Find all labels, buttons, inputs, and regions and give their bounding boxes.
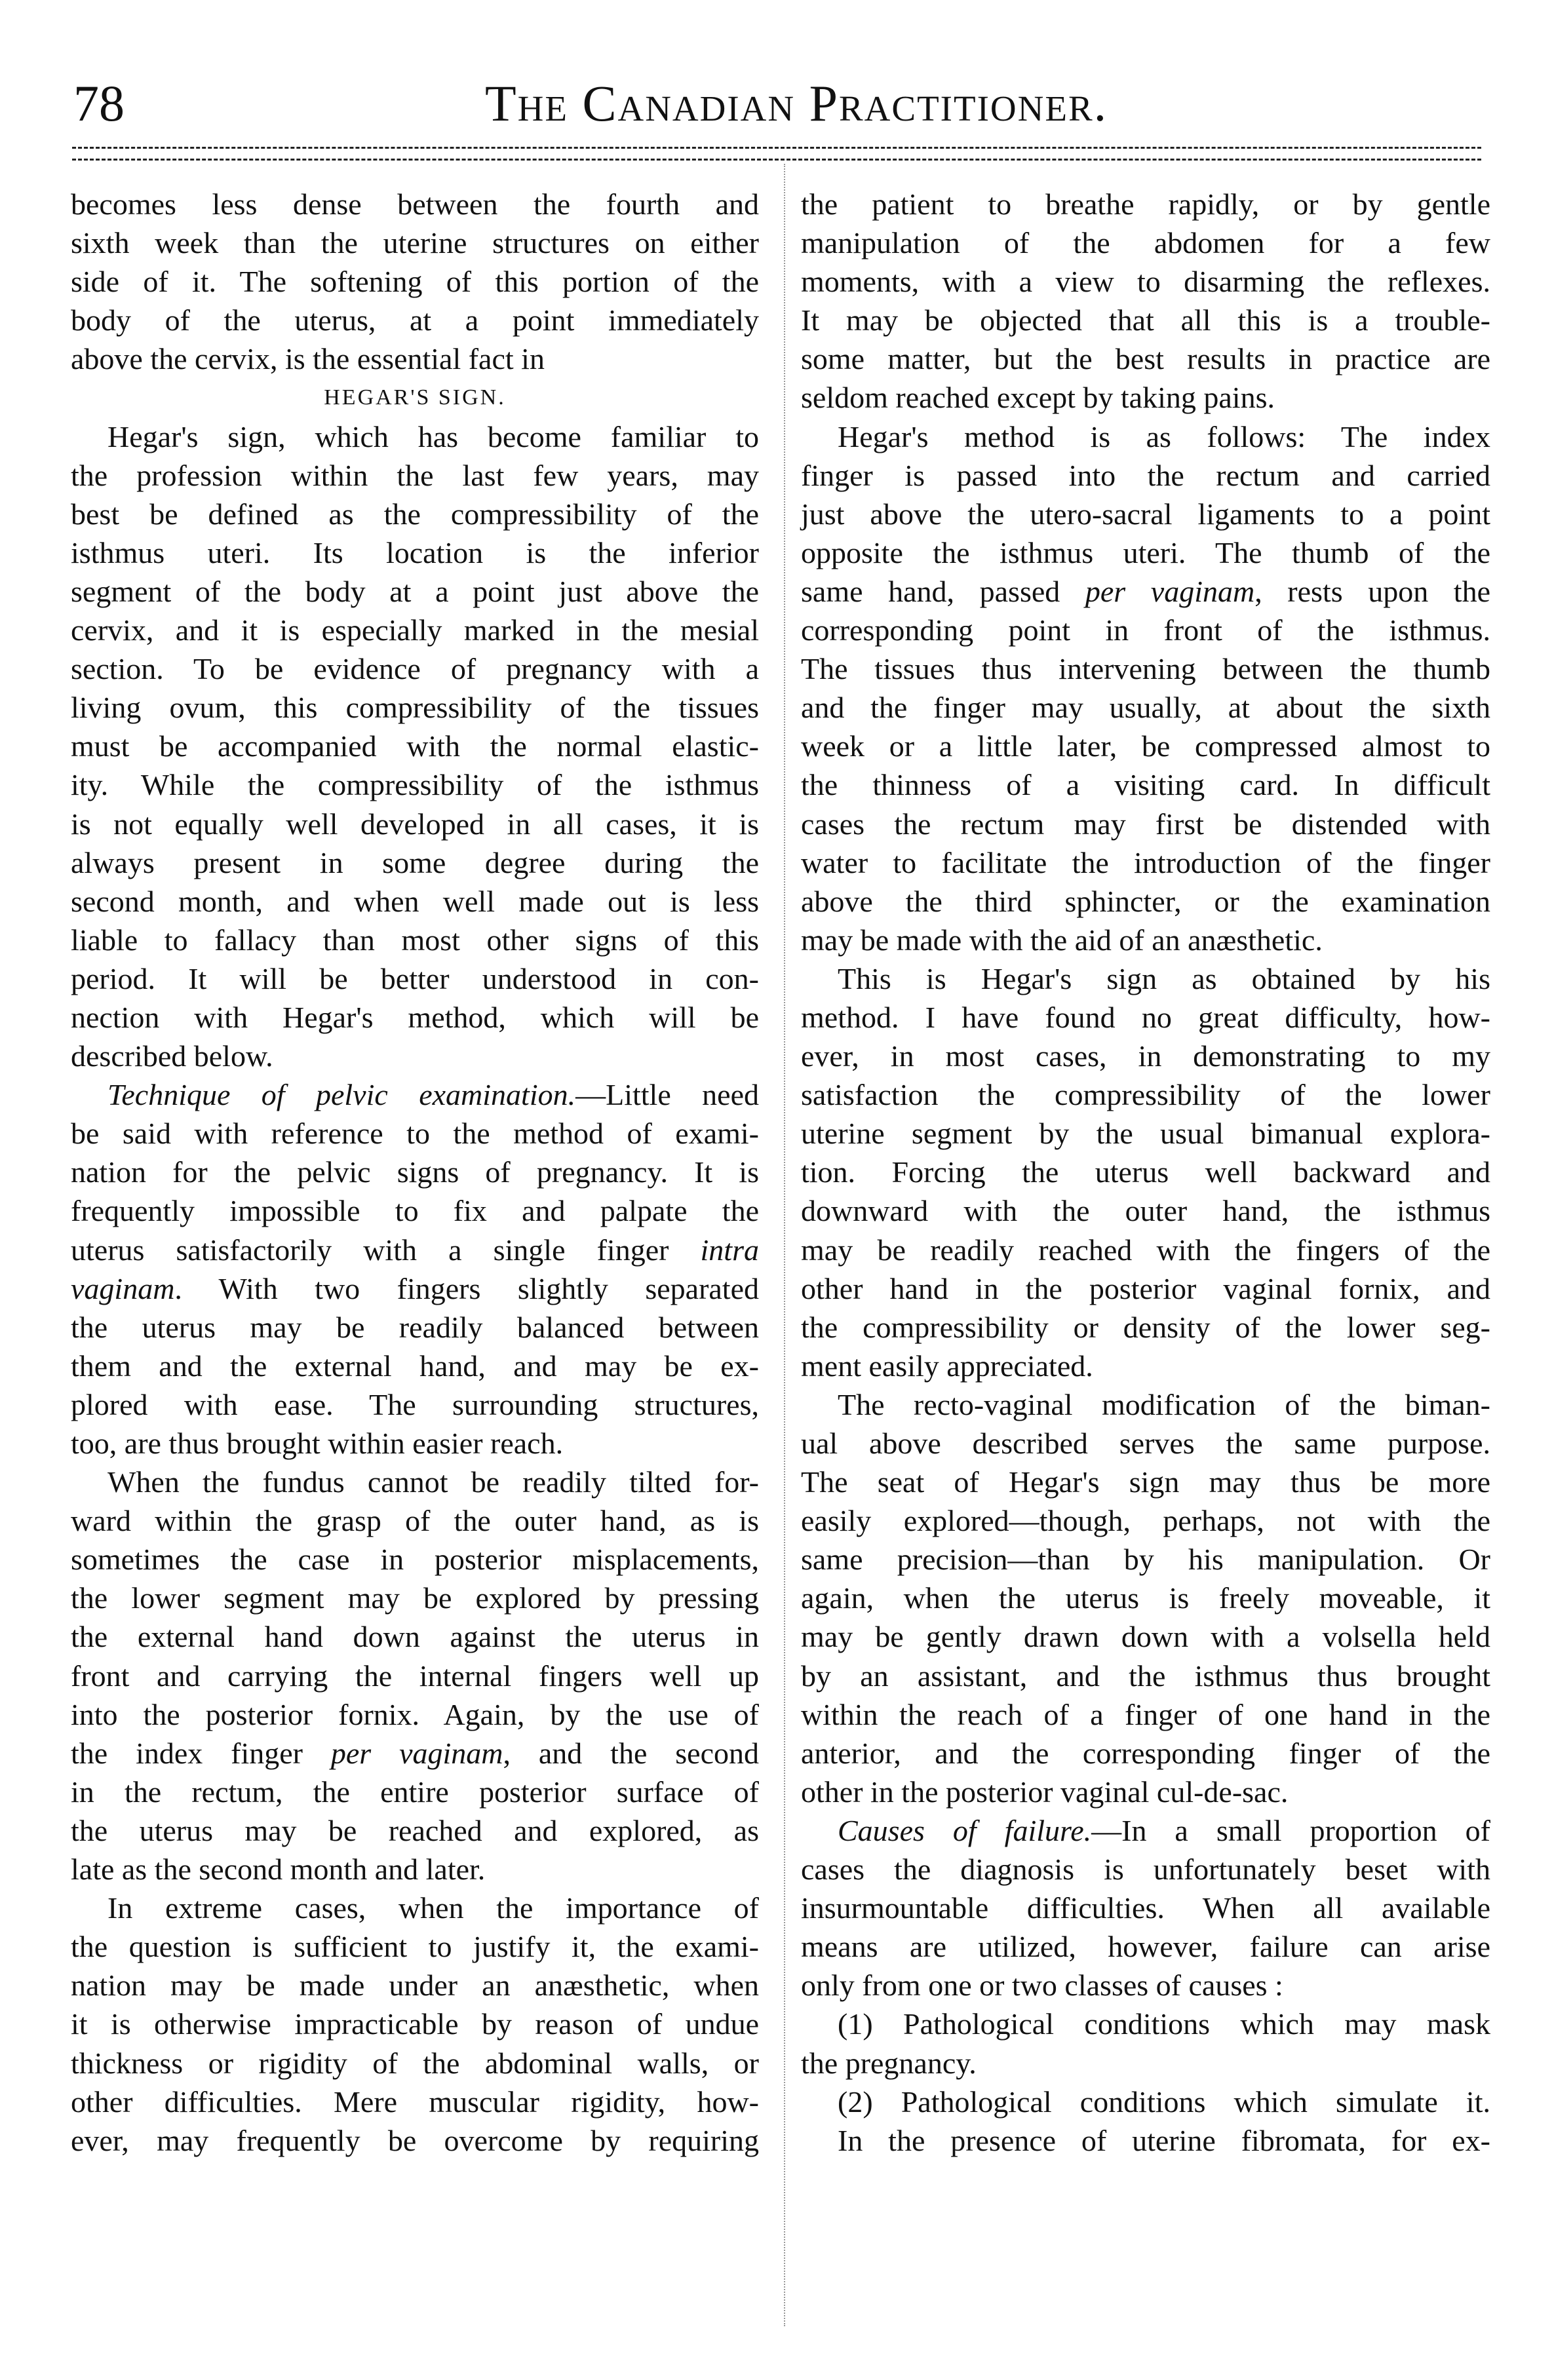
text-line [71,1695,759,1734]
line-text: the pregnancy. [801,2046,977,2080]
line-text: satisfaction the compressibility of the lower [801,1078,1490,1112]
text-line [71,2044,759,2082]
line-text: nation may be made under an anæsthetic, when [71,1968,759,2003]
line-text: plored with ease. The surrounding structures, [71,1387,759,1421]
line-text: same hand, passed [801,574,1085,608]
line-text: uterus satisfactorily with a single finger [71,1233,701,1267]
line-text: some matter, but the best results in practice are [801,342,1490,376]
text-line [801,1037,1490,1075]
line-text: second month, and when well made out is less [71,884,759,918]
line-text: (2) Pathological conditions which simulate it. [838,2084,1490,2119]
line-text: the question is sufficient to justify it, the exami- [71,1930,759,1964]
text-line [801,301,1490,339]
line-text: liable to fallacy than most other signs of this [71,923,759,957]
text-line [71,1114,759,1153]
italic-run: Causes of failure. [838,1813,1092,1847]
line-text: —In a small proportion of [1091,1813,1490,1847]
text-line [801,1347,1490,1385]
running-head-title: The Canadian Practitioner. [485,75,1108,132]
text-line [71,765,759,804]
italic-run: vaginam [71,1271,175,1305]
text-line [71,262,759,301]
text-line [801,688,1490,727]
text-line [71,456,759,495]
line-text: nation for the pelvic signs of pregnancy. It is [71,1155,759,1189]
text-line [801,2044,1490,2082]
line-text: This is Hegar's sign as obtained by his [838,961,1490,995]
text-line [801,1269,1490,1308]
line-text: section. To be evidence of pregnancy with a [71,652,759,686]
italic-run: intra [700,1233,759,1267]
text-line [801,1075,1490,1114]
line-text: . With two fingers slightly separated [174,1271,759,1305]
text-line [71,339,759,378]
line-text: the profession within the last few years, may [71,458,759,492]
text-line [801,1889,1490,1927]
text-line [801,1153,1490,1191]
text-line [71,1850,759,1889]
text-line [71,649,759,688]
text-line [801,223,1490,262]
line-text: described below. [71,1039,273,1073]
text-line [71,1617,759,1656]
line-text: above the third sphincter, or the examination [801,884,1490,918]
line-text: method. I have found no great difficulty, how- [801,1000,1490,1034]
text-line [71,533,759,572]
line-text: means are utilized, however, failure can arise [801,1930,1490,1964]
text-line [71,1889,759,1927]
text-line [71,1424,759,1463]
line-text: segment of the body at a point just above the [71,574,759,608]
line-text: , and the second [503,1736,759,1770]
text-line [71,301,759,339]
line-text: uterine segment by the usual bimanual explora- [801,1117,1490,1151]
line-text: —Little need [575,1078,759,1112]
line-text: it is otherwise impracticable by reason of undue [71,2007,759,2041]
text-line [71,1501,759,1540]
text-line [801,1657,1490,1695]
text-line [71,1657,759,1695]
line-text: other hand in the posterior vaginal fornix, and [801,1271,1490,1305]
line-text: Hegar's sign, which has become familiar to [107,419,759,453]
line-text: downward with the outer hand, the isthmus [801,1194,1490,1228]
italic-run: Technique of pelvic examination. [107,1078,576,1112]
text-line [71,1347,759,1385]
text-line [801,1617,1490,1656]
text-line [71,998,759,1037]
line-text: opposite the isthmus uteri. The thumb of the [801,535,1490,569]
text-line [801,2082,1490,2121]
text-line [71,1075,759,1114]
text-line [801,1811,1490,1850]
text-line [801,1191,1490,1230]
line-text: nection with Hegar's method, which will be [71,1000,759,1034]
line-text: seldom reached except by taking pains. [801,381,1275,415]
header-rule-bottom [72,159,1481,161]
text-line [71,2082,759,2121]
text-line [801,805,1490,843]
line-text: The recto-vaginal modification of the biman- [838,1387,1490,1421]
text-line [801,843,1490,882]
line-text: living ovum, this compressibility of the tissues [71,691,759,725]
text-line [801,959,1490,998]
line-text: HEGAR'S SIGN. [324,385,506,410]
line-text: above the cervix, is the essential fact in [71,342,545,376]
text-line [71,1540,759,1579]
text-line [801,727,1490,765]
line-text: When the fundus cannot be readily tilted for- [107,1465,759,1499]
line-text: thickness or rigidity of the abdominal walls, or [71,2046,759,2080]
text-line [801,533,1490,572]
line-text: the compressibility or density of the lower seg- [801,1310,1490,1344]
line-text: may be made with the aid of an anæsthetic. [801,923,1323,957]
line-text: the external hand down against the uterus in [71,1620,759,1654]
text-line [71,611,759,649]
line-text: the uterus may be readily balanced between [71,1310,759,1344]
line-text: ward within the grasp of the outer hand, as is [71,1504,759,1538]
text-line [71,959,759,998]
text-line [801,185,1490,223]
line-text: in the rectum, the entire posterior surface of [71,1775,759,1809]
line-text: It may be objected that all this is a trouble- [801,303,1490,337]
line-text: cases the diagnosis is unfortunately beset with [801,1852,1490,1887]
text-line [801,921,1490,959]
text-line [801,1501,1490,1540]
text-line [71,1463,759,1501]
line-text: best be defined as the compressibility of the [71,497,759,531]
text-line [71,1927,759,1966]
text-line [801,765,1490,804]
text-line [71,882,759,921]
text-line [71,1231,759,1269]
line-text: ever, may frequently be overcome by requiring [71,2123,759,2157]
text-line [801,1424,1490,1463]
right-column [801,185,1490,2160]
text-line [801,1850,1490,1889]
line-text: into the posterior fornix. Again, by the use of [71,1697,759,1731]
line-text: easily explored—though, perhaps, not with the [801,1504,1490,1538]
text-line [801,262,1490,301]
text-line [71,185,759,223]
line-text: insurmountable difficulties. When all available [801,1891,1490,1925]
line-text: period. It will be better understood in con- [71,961,759,995]
line-text: water to facilitate the introduction of the finger [801,845,1490,879]
text-line [71,1734,759,1773]
line-text: , rests upon the [1254,574,1490,608]
line-text: becomes less dense between the fourth and [71,187,759,221]
text-line [801,1114,1490,1153]
line-text: week or a little later, be compressed almost to [801,729,1490,763]
line-text: side of it. The softening of this portion of the [71,265,759,299]
line-text: ual above described serves the same purpose. [801,1427,1490,1460]
text-line [71,1966,759,2005]
text-line [801,649,1490,688]
header-rule-top [72,147,1481,149]
line-text: manipulation of the abdomen for a few [801,226,1490,260]
line-text: is not equally well developed in all cases, it is [71,807,759,841]
text-line [71,495,759,533]
line-text: only from one or two classes of causes : [801,1968,1283,2003]
text-line [801,1927,1490,1966]
text-line [801,1308,1490,1347]
line-text: within the reach of a finger of one hand in the [801,1697,1490,1731]
line-text: ity. While the compressibility of the isthmus [71,768,759,802]
text-line [801,1385,1490,1424]
text-line [801,1734,1490,1773]
line-text: Hegar's method is as follows: The index [838,419,1490,453]
text-line [71,2005,759,2043]
line-text: ever, in most cases, in demonstrating to my [801,1039,1490,1073]
line-text: the lower segment may be explored by pressing [71,1581,759,1615]
text-line [71,805,759,843]
line-text: late as the second month and later. [71,1852,486,1887]
text-line [801,1540,1490,1579]
text-line [801,1231,1490,1269]
line-text: frequently impossible to fix and palpate the [71,1194,759,1228]
line-text: must be accompanied with the normal elastic- [71,729,759,763]
text-line [71,843,759,882]
text-line [801,882,1490,921]
line-text: the patient to breathe rapidly, or by gentle [801,187,1490,221]
text-line [71,1037,759,1075]
line-text: sixth week than the uterine structures on either [71,226,759,260]
line-text: cervix, and it is especially marked in the mesial [71,613,759,647]
text-line [801,339,1490,378]
text-line [71,1269,759,1308]
italic-run: per vaginam [330,1736,503,1770]
text-line [71,921,759,959]
text-line [801,998,1490,1037]
text-line [801,495,1490,533]
line-text: In extreme cases, when the importance of [107,1891,759,1925]
line-text: The seat of Hegar's sign may thus be more [801,1465,1490,1499]
line-text: sometimes the case in posterior misplacements, [71,1543,759,1577]
text-line [801,1463,1490,1501]
line-text: finger is passed into the rectum and carried [801,458,1490,492]
section-heading [71,378,759,417]
text-line [71,1811,759,1850]
line-text: them and the external hand, and may be ex- [71,1349,759,1383]
line-text: corresponding point in front of the isthmus. [801,613,1490,647]
text-line [801,378,1490,417]
text-line [71,572,759,611]
line-text: again, when the uterus is freely moveable, it [801,1581,1490,1615]
text-line [801,1579,1490,1617]
text-line [801,611,1490,649]
line-text: cases the rectum may first be distended with [801,807,1490,841]
line-text: anterior, and the corresponding finger of the [801,1736,1490,1770]
left-column [71,185,759,2160]
line-text: too, are thus brought within easier reach. [71,1427,564,1460]
line-text: other difficulties. Mere muscular rigidity, how- [71,2084,759,2119]
text-line [801,572,1490,611]
line-text: by an assistant, and the isthmus thus brought [801,1659,1490,1693]
text-line [801,2121,1490,2160]
text-line [801,1695,1490,1734]
text-line [71,417,759,456]
line-text: (1) Pathological conditions which may mask [838,2007,1490,2041]
line-text: just above the utero-sacral ligaments to a point [801,497,1490,531]
text-line [801,417,1490,456]
line-text: the uterus may be reached and explored, as [71,1813,759,1847]
line-text: may be readily reached with the fingers of the [801,1233,1490,1267]
text-line [71,1579,759,1617]
line-text: be said with reference to the method of exami- [71,1117,759,1151]
line-text: front and carrying the internal fingers well up [71,1659,759,1693]
line-text: The tissues thus intervening between the thumb [801,652,1490,686]
text-line [71,1773,759,1811]
text-line [801,1773,1490,1811]
italic-run: per vaginam [1085,574,1255,608]
text-line [801,1966,1490,2005]
line-text: ment easily appreciated. [801,1349,1093,1383]
line-text: In the presence of uterine fibromata, for ex- [838,2123,1490,2157]
text-line [71,1308,759,1347]
line-text: tion. Forcing the uterus well backward and [801,1155,1490,1189]
text-line [71,1385,759,1424]
text-line [71,1191,759,1230]
text-line [71,2121,759,2160]
text-line [801,2005,1490,2043]
column-divider [784,164,785,2326]
line-text: body of the uterus, at a point immediately [71,303,759,337]
line-text: moments, with a view to disarming the reflexes. [801,265,1490,299]
text-line [71,727,759,765]
line-text: may be gently drawn down with a volsella held [801,1620,1490,1654]
line-text: the thinness of a visiting card. In difficult [801,768,1490,802]
line-text: and the finger may usually, at about the sixth [801,691,1490,725]
line-text: always present in some degree during the [71,845,759,879]
line-text: same precision—than by his manipulation. Or [801,1543,1490,1577]
page-number: 78 [73,75,125,132]
line-text: the index finger [71,1736,331,1770]
line-text: isthmus uteri. Its location is the inferior [71,535,759,569]
text-line [71,1153,759,1191]
text-line [71,223,759,262]
text-line [71,688,759,727]
line-text: other in the posterior vaginal cul-de-sac. [801,1775,1289,1809]
text-line [801,456,1490,495]
